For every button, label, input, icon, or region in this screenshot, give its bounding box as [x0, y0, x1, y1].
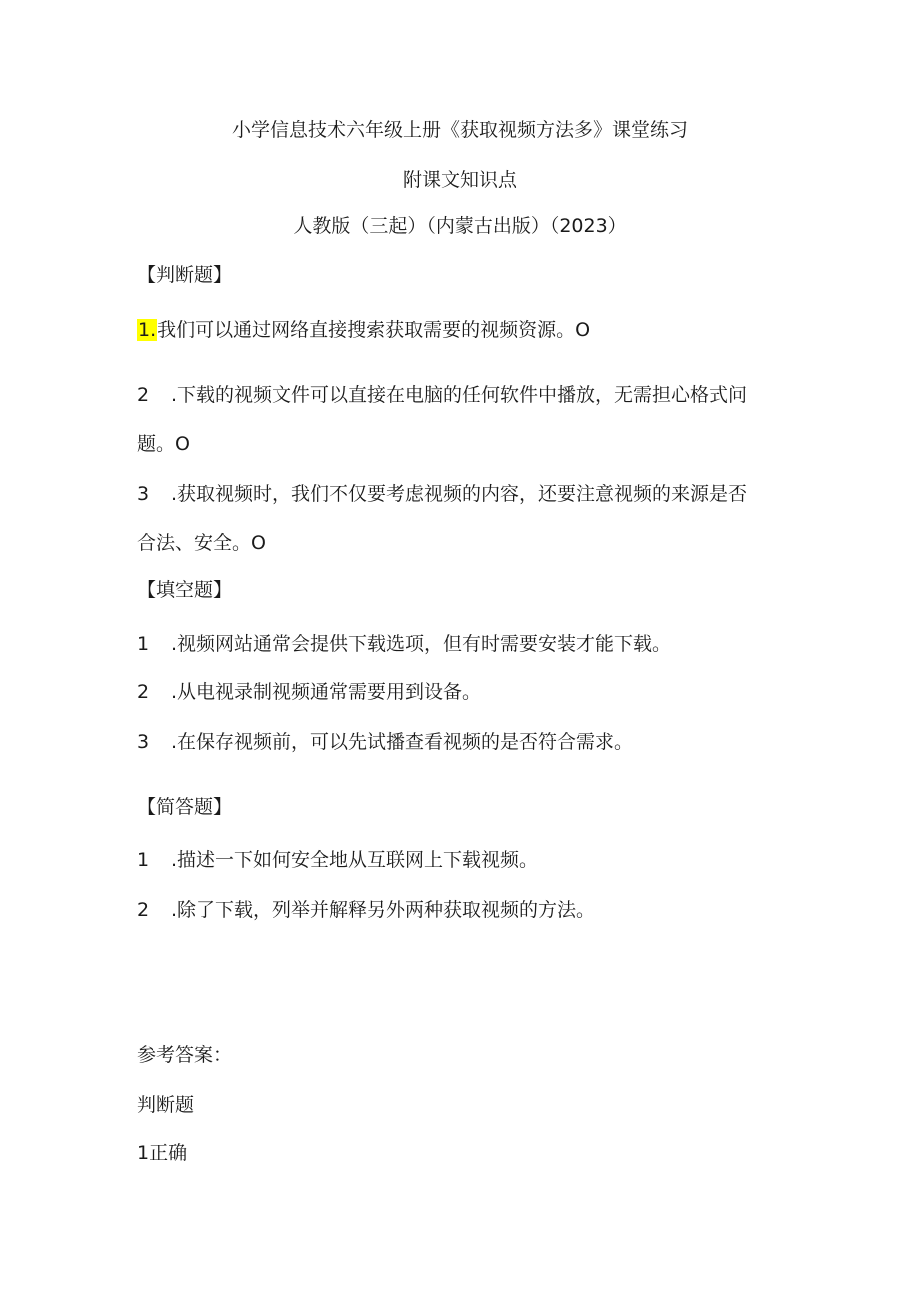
question-text: .视频网站通常会提供下载选项，但有时需要安装才能下载。	[171, 633, 672, 655]
answers-subheading: 判断题	[137, 1094, 195, 1116]
question-text: .获取视频时，我们不仅要考虑视频的内容，还要注意视频的来源是否	[171, 483, 748, 505]
doc-title: 小学信息技术六年级上册《获取视频方法多》课堂练习	[231, 119, 688, 141]
question-number: 2	[137, 384, 150, 406]
question-number: 1	[137, 849, 150, 871]
fill-question-2	[137, 680, 481, 704]
short-question-2	[137, 898, 595, 922]
question-text: 我们可以通过网络直接搜索获取需要的视频资源。O	[157, 319, 591, 341]
short-question-1	[137, 848, 538, 872]
section-heading-judge: 【判断题】	[137, 264, 233, 286]
answer-1: 1正确	[137, 1142, 188, 1164]
question-text: .描述一下如何安全地从互联网上下载视频。	[171, 849, 539, 871]
question-text: .在保存视频前，可以先试播查看视频的是否符合需求。	[171, 731, 634, 753]
judge-question-2	[137, 383, 747, 407]
judge-question-3-continuation: 合法、安全。O	[137, 532, 266, 554]
judge-question-2-continuation: 题。O	[137, 433, 190, 455]
question-number: 2	[137, 899, 150, 921]
fill-question-3	[137, 730, 633, 754]
question-text: .除了下载，列举并解释另外两种获取视频的方法。	[171, 899, 596, 921]
judge-question-1	[137, 318, 590, 342]
question-number: 1	[137, 633, 150, 655]
question-number: 3	[137, 731, 150, 753]
question-text: .下载的视频文件可以直接在电脑的任何软件中播放，无需担心格式问	[171, 384, 748, 406]
question-number: 3	[137, 483, 150, 505]
question-number: 1.	[138, 319, 157, 341]
doc-subtitle: 附课文知识点	[402, 169, 517, 191]
judge-question-3	[137, 482, 747, 506]
fill-question-1	[137, 632, 671, 656]
question-text: .从电视录制视频通常需要用到设备。	[171, 681, 482, 703]
doc-edition: 人教版（三起）（内蒙古出版）（2023）	[293, 215, 627, 237]
question-number: 2	[137, 681, 150, 703]
answers-heading: 参考答案：	[137, 1044, 233, 1066]
section-heading-short: 【简答题】	[137, 796, 233, 818]
section-heading-fill: 【填空题】	[137, 579, 233, 601]
